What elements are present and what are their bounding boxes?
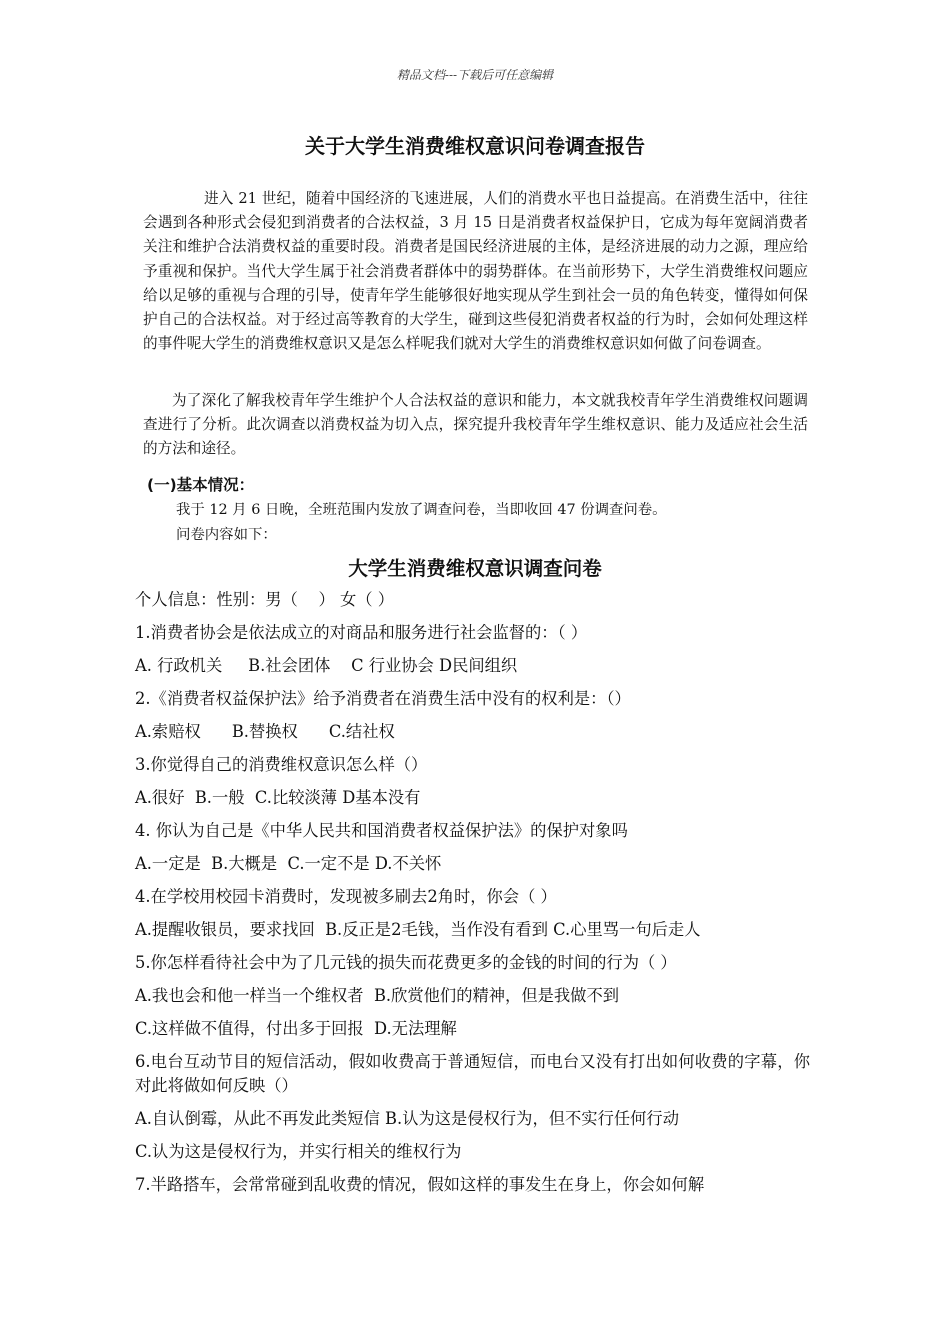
header-note: 精品文档---下载后可任意编辑 [396, 68, 554, 82]
question-4b-options: A.提醒收银员，要求找回 B.反正是2毛钱，当作没有看到 C.心里骂一句后走人 [135, 920, 701, 939]
question-6-options-b: C.认为这是侵权行为，并实行相关的维权行为 [135, 1142, 462, 1161]
question-2-options: A.索赔权 B.替换权 C.结社权 [135, 722, 395, 741]
question-6: 6.电台互动节目的短信活动，假如收费高于普通短信，而电台又没有打出如何收费的字幕，你对此将做如何反映（） [135, 1052, 810, 1095]
intro-paragraph-1: 进入 21 世纪，随着中国经济的飞速进展，人们的消费水平也日益提高。在消费生活中，往往会遇到各种形式会侵犯到消费者的合法权益，3 月 15 日是消费者权益保护日，它成为每年宽阔消费者关注和维护合法消费权益的重要时段。消费者是国民经济进展的主体，是经济进展的动力之源，理应给予重视和保护。当代大学生属于社会消费者群体中的弱势群体。在当前形势下，大学生消费维权问题应给以足够的重视与合理的引导，使青年学生能够很好地实现从学生到社会一员的角色转变，懂得如何保护自己的合法权益。对于经过高等教育的大学生，碰到这些侵犯消费者权益的行为时，会如何处理这样的事件呢大学生的消费维权意识又是怎么样呢我们就对大学生的消费维权意识如何做了问卷调查。 [143, 190, 808, 353]
question-2: 2.《消费者权益保护法》给予消费者在消费生活中没有的权利是：（） [135, 689, 631, 708]
question-6-options-a: A.自认倒霉，从此不再发此类短信 B.认为这是侵权行为，但不实行任何行动 [135, 1109, 679, 1128]
question-4b: 4.在学校用校园卡消费时，发现被多刷去2角时，你会（ ） [135, 887, 557, 906]
question-5-options-b: C.这样做不值得，付出多于回报 D.无法理解 [135, 1019, 457, 1038]
intro-paragraph-2: 为了深化了解我校青年学生维护个人合法权益的意识和能力，本文就我校青年学生消费维权问题调查进行了分析。此次调查以消费权益为切入点，探究提升我校青年学生维权意识、能力及适应社会生活的方法和途径。 [143, 392, 808, 458]
question-7: 7.半路搭车，会常常碰到乱收费的情况，假如这样的事发生在身上，你会如何解 [135, 1175, 705, 1194]
question-1: 1.消费者协会是依法成立的对商品和服务进行社会监督的：（ ） [135, 623, 588, 642]
section-line-1: 我于 12 月 6 日晚，全班范围内发放了调查问卷，当即收回 47 份调查问卷。 [176, 502, 667, 518]
section-heading: (一)基本情况： [147, 476, 255, 494]
question-3: 3.你觉得自己的消费维权意识怎么样（） [135, 755, 428, 774]
question-3-options: A.很好 B.一般 C.比较淡薄 D基本没有 [135, 788, 421, 807]
question-4-options: A.一定是 B.大概是 C.一定不是 D.不关怀 [135, 854, 442, 873]
report-title: 关于大学生消费维权意识问卷调查报告 [305, 134, 645, 158]
section-line-2: 问卷内容如下： [176, 527, 277, 543]
question-5: 5.你怎样看待社会中为了几元钱的损失而花费更多的金钱的时间的行为（ ） [135, 953, 677, 972]
question-1-options: A. 行政机关 B.社会团体 C 行业协会 D民间组织 [135, 656, 518, 675]
question-4: 4. 你认为自己是《中华人民共和国消费者权益保护法》的保护对象吗 [135, 821, 628, 840]
questionnaire-title: 大学生消费维权意识调查问卷 [348, 557, 602, 580]
personal-info-line: 个人信息：性别：男（ ） 女（ ） [135, 590, 394, 609]
question-5-options-a: A.我也会和他一样当一个维权者 B.欣赏他们的精神，但是我做不到 [135, 986, 620, 1005]
